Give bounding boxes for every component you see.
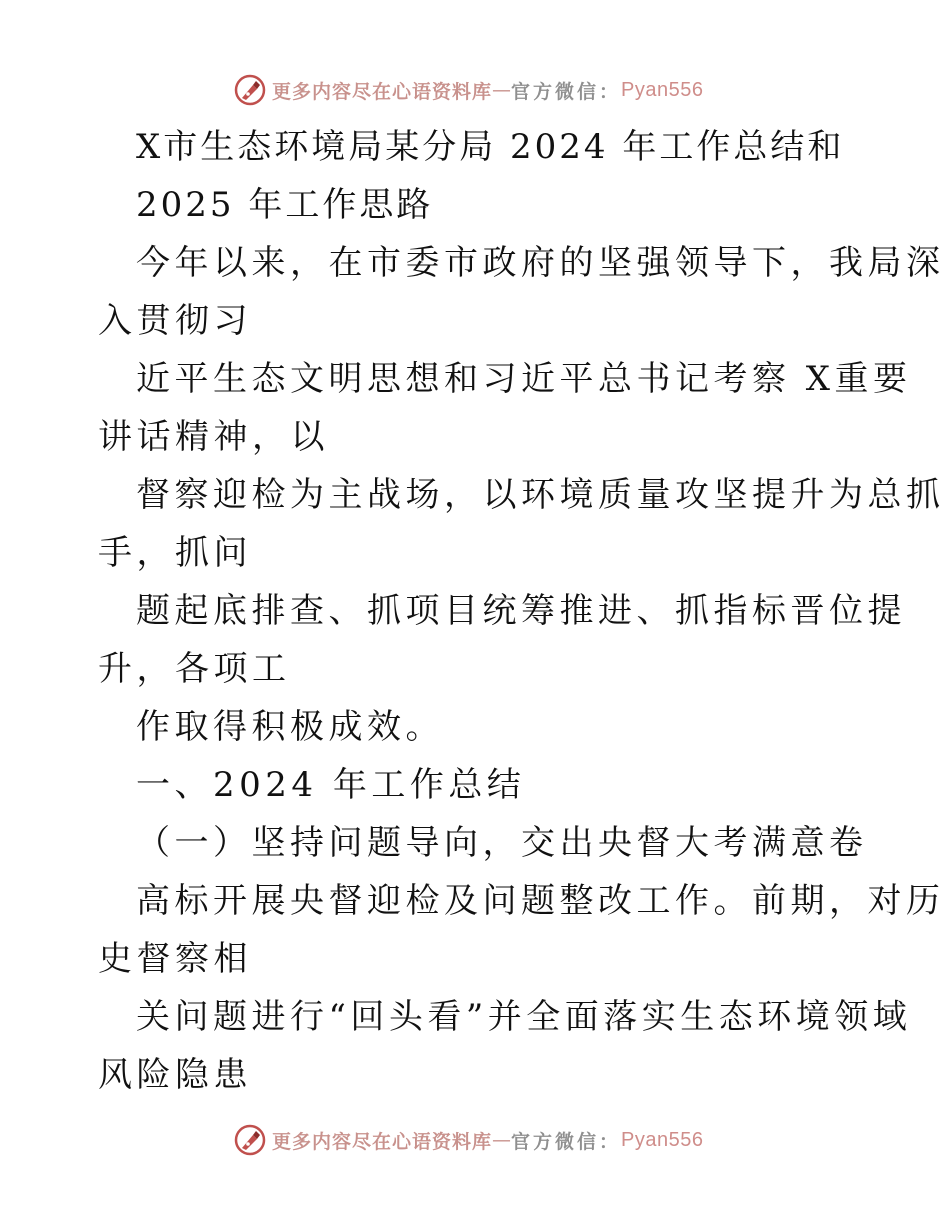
- paragraph-line: 入贯彻习: [98, 301, 252, 341]
- watermark-wechat-id: Pyan556: [621, 1128, 704, 1151]
- watermark-dash: —: [492, 1129, 512, 1151]
- pen-nib-logo-icon: [233, 73, 267, 107]
- paragraph-line: 关问题进行“回头看”并全面落实生态环境领域: [136, 997, 912, 1037]
- watermark-official-label: 官方微信：: [511, 80, 622, 103]
- paragraph-line: 手，抓问: [98, 533, 252, 573]
- watermark-official-label: 官方微信：: [511, 1130, 622, 1153]
- pen-nib-logo-icon: [233, 1123, 267, 1157]
- footer-watermark: [233, 1122, 704, 1158]
- paragraph-line: 题起底排查、抓项目统筹推进、抓指标晋位提: [136, 591, 906, 631]
- subsection-heading: （一）坚持问题导向，交出央督大考满意卷: [136, 823, 868, 863]
- paragraph-line: 史督察相: [98, 939, 252, 979]
- paragraph-line: 风险隐患: [98, 1055, 252, 1095]
- watermark-brand: 更多内容尽在心语资料库: [272, 80, 493, 103]
- paragraph-line: 升，各项工: [98, 649, 291, 689]
- document-body: [98, 118, 945, 1104]
- header-watermark: [233, 72, 704, 108]
- paragraph-line: 督察迎检为主战场，以环境质量攻坚提升为总抓: [136, 475, 945, 515]
- document-title-line-2: 2025 年工作思路: [136, 185, 434, 225]
- document-title-line-1: X市生态环境局某分局 2024 年工作总结和: [136, 127, 845, 167]
- paragraph-line: 讲话精神，以: [98, 417, 329, 457]
- paragraph-line: 近平生态文明思想和习近平总书记考察 X重要: [136, 359, 912, 399]
- watermark-dash: —: [492, 79, 512, 101]
- watermark-wechat-id: Pyan556: [621, 78, 704, 101]
- watermark-brand: 更多内容尽在心语资料库: [272, 1130, 493, 1153]
- paragraph-line: 作取得积极成效。: [136, 707, 444, 747]
- paragraph-line: 今年以来，在市委市政府的坚强领导下，我局深: [136, 243, 945, 283]
- paragraph-line: 高标开展央督迎检及问题整改工作。前期，对历: [136, 881, 945, 921]
- section-heading: 一、2024 年工作总结: [136, 765, 526, 805]
